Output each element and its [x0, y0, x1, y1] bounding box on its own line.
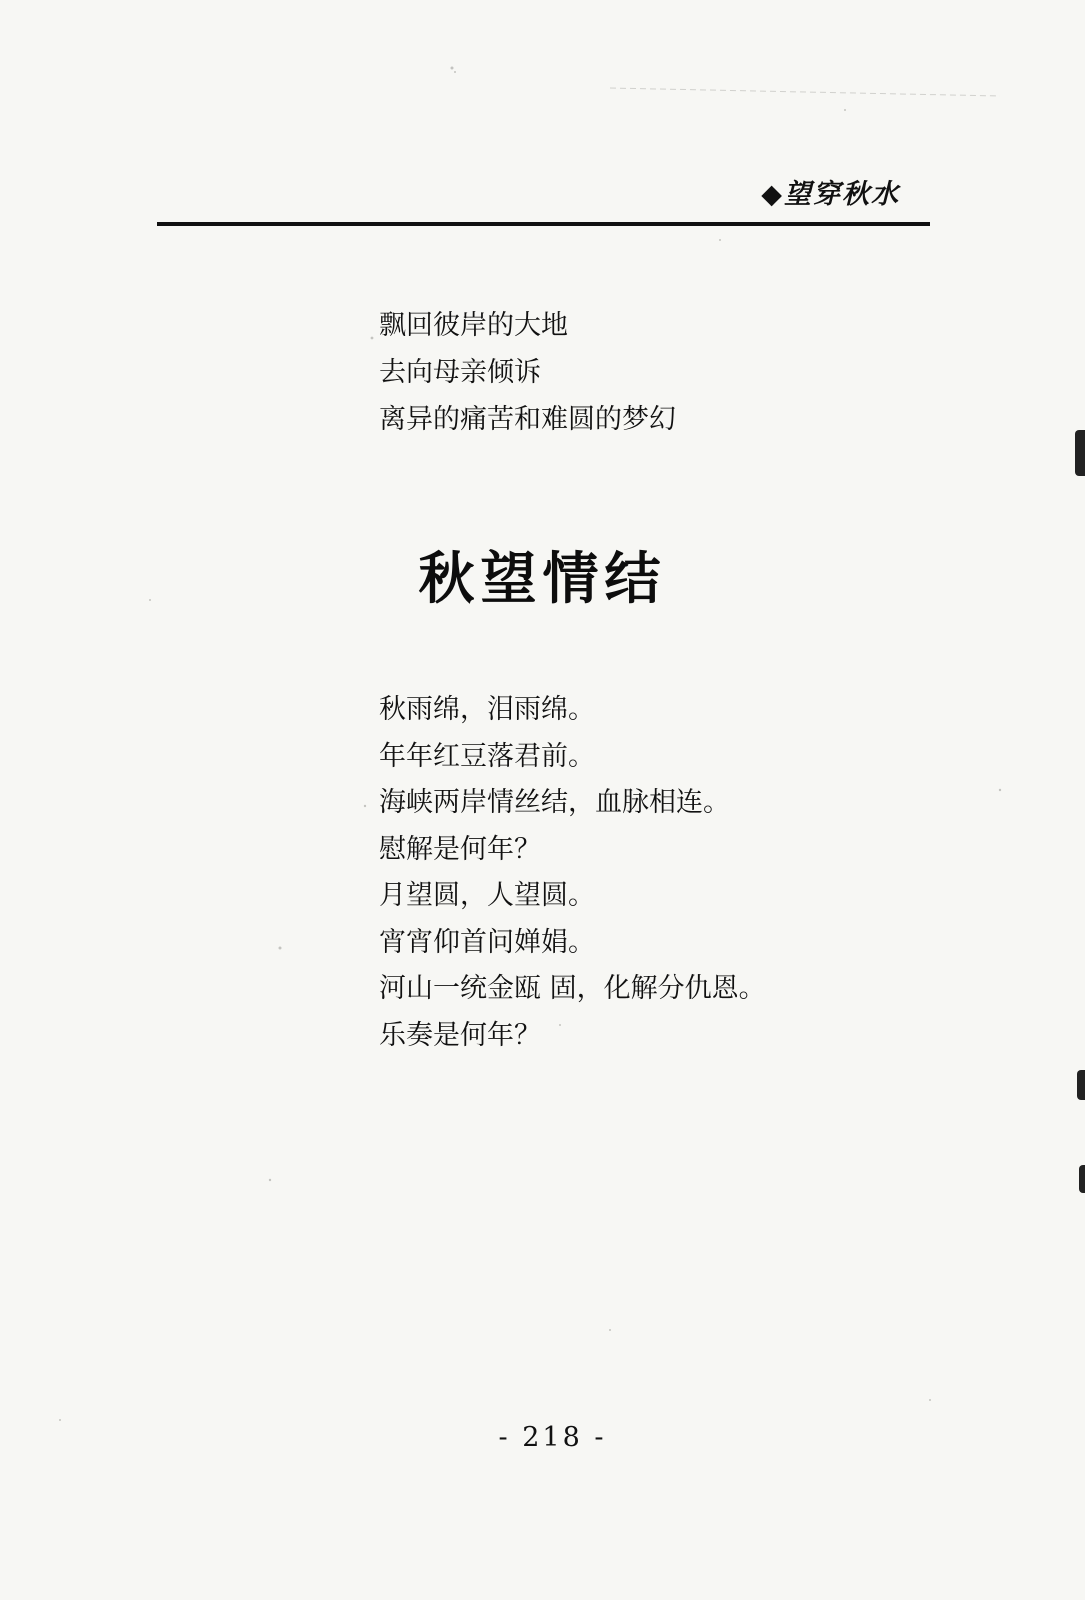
running-header: ◆望穿秋水 [761, 179, 900, 210]
verse-line: 年年红豆落君前。 [379, 740, 595, 772]
poem-body [379, 687, 766, 1059]
header-rule [157, 222, 930, 226]
poem-title: 秋望情结 [418, 546, 667, 612]
verse-line: 慰解是何年？ [379, 833, 541, 865]
verse-line: 海峡两岸情丝结，血脉相连。 [379, 787, 730, 818]
verse-line: 乐奏是何年？ [379, 1019, 541, 1051]
previous-poem-ending [379, 302, 676, 443]
verse-line: 秋雨绵，泪雨绵。 [379, 694, 595, 725]
scan-edge-mark [1075, 430, 1085, 476]
verse-line: 河山一统金瓯 固，化解分仇恩。 [379, 973, 766, 1004]
verse-line: 宵宵仰首问婵娟。 [379, 926, 595, 958]
verse-line: 月望圆，人望圆。 [379, 880, 595, 911]
page-number: - 218 - [498, 1422, 607, 1453]
verse-line: 飘回彼岸的大地 [379, 310, 568, 341]
scan-edge-mark [1079, 1165, 1085, 1193]
verse-line: 去向母亲倾诉 [379, 357, 541, 388]
scan-edge-mark [1077, 1070, 1085, 1100]
verse-line: 离异的痛苦和难圆的梦幻 [379, 404, 676, 435]
